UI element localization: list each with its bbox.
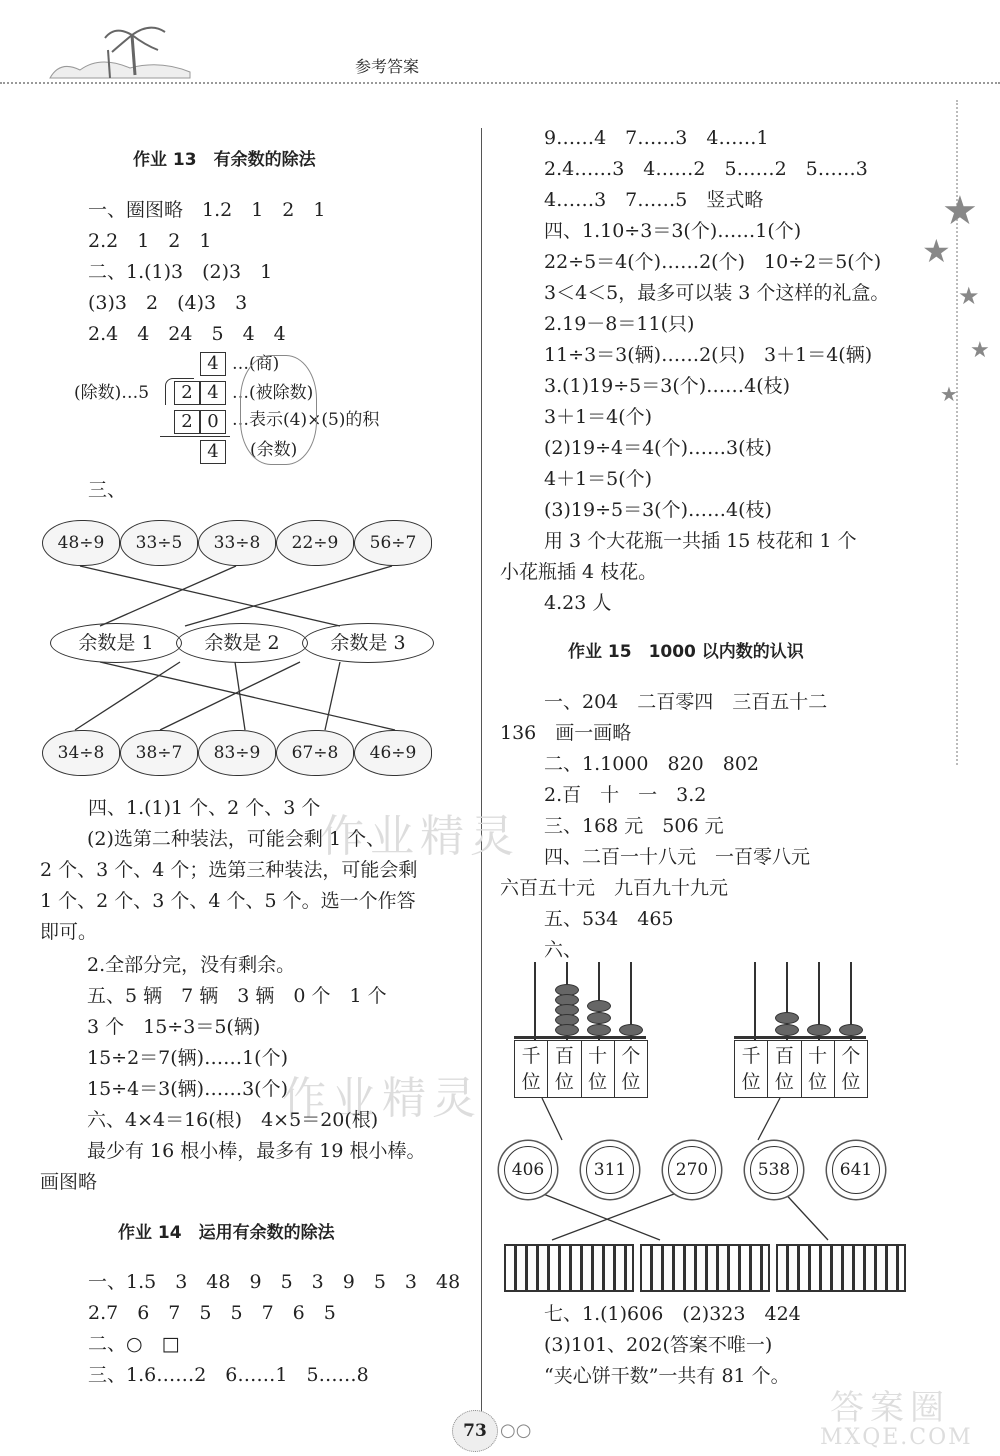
answer-line: 2.4……3 4……2 5……2 5……3: [544, 158, 868, 180]
answer-line: 用 3 个大花瓶一共插 15 枝花和 1 个: [544, 530, 857, 552]
answer-line: 四、二百一十八元 一百零八元: [544, 846, 811, 868]
bead: [775, 1024, 799, 1036]
star-icon: ★: [922, 232, 951, 270]
answer-line: 三、1.6……2 6……1 5……8: [88, 1364, 369, 1386]
answer-line: 一、204 二百零四 三百五十二: [544, 691, 828, 713]
remainder-oval: 余数是 3: [302, 623, 434, 663]
answer-line: 22÷5＝4(个)……2(个) 10÷2＝5(个): [544, 251, 882, 273]
number-flower: 406: [504, 1146, 552, 1194]
answer-line: 4……3 7……5 竖式略: [544, 189, 764, 211]
answer-line: 三、168 元 506 元: [544, 815, 724, 837]
star-icon: ★: [970, 338, 990, 363]
fish-card: 83÷9: [198, 730, 276, 776]
abacus-image: [640, 1244, 770, 1292]
bead: [619, 1024, 643, 1036]
number-flower: 270: [668, 1146, 716, 1194]
rod: [534, 962, 536, 1040]
answer-line: 1 个、2 个、3 个、4 个、5 个。选一个作答: [40, 890, 416, 912]
division-label: …(商): [232, 354, 280, 374]
fish-card: 46÷9: [354, 730, 432, 776]
place-label: 个位: [621, 1045, 641, 1093]
bead: [587, 1024, 611, 1036]
section-title-15: 作业 15 1000 以内数的认识: [568, 642, 804, 662]
fish-card: 33÷5: [120, 520, 198, 566]
answer-line: 2.百 十 一 3.2: [544, 784, 707, 806]
answer-line: 七、1.(1)606 (2)323 424: [544, 1303, 801, 1325]
place-label: 十位: [802, 1041, 835, 1097]
division-label: …(被除数): [232, 383, 314, 403]
bead: [807, 1024, 831, 1036]
answer-line: (3)19÷5＝3(个)……4(枝): [544, 499, 772, 521]
fish-card: 22÷9: [276, 520, 354, 566]
digit-box: 4: [200, 440, 226, 464]
answer-line: 一、圈图略 1.2 1 2 1: [88, 199, 326, 221]
answer-line: 六、: [544, 939, 583, 961]
number-flower: 538: [750, 1146, 798, 1194]
answer-line: (2)选第二种装法，可能会剩 1 个、: [68, 828, 386, 850]
fish-card: 38÷7: [120, 730, 198, 776]
abacus-image: [504, 1244, 634, 1292]
answer-line: 4＋1＝5(个): [544, 468, 653, 490]
fish-card: 33÷8: [198, 520, 276, 566]
answer-line: 小花瓶插 4 枝花。: [500, 561, 658, 583]
remainder-oval: 余数是 2: [176, 623, 308, 663]
star-icon: ★: [958, 282, 980, 310]
watermark: 作业精灵: [320, 811, 520, 862]
answer-line: 二、1.1000 820 802: [544, 753, 760, 775]
place-label: 百位: [548, 1041, 581, 1097]
answer-line: 11÷3＝3(辆)……2(只) 3＋1＝4(辆): [544, 344, 873, 366]
answer-line: 2.4 4 24 5 4 4: [88, 323, 286, 345]
digit-box: 2: [174, 381, 200, 405]
watermark: 作业精灵: [282, 1073, 482, 1124]
answer-line: 四、1.(1)1 个、2 个、3 个: [88, 797, 321, 819]
remainder-oval: 余数是 1: [50, 623, 182, 663]
bead: [587, 1012, 611, 1024]
answer-line: 六、4×4＝16(根) 4×5＝20(根): [68, 1109, 379, 1131]
fish-card: 34÷8: [42, 730, 120, 776]
bead: [839, 1024, 863, 1036]
header-title: 参考答案: [355, 57, 420, 76]
section-title-13: 作业 13 有余数的除法: [133, 150, 316, 170]
answer-line: (3)3 2 (4)3 3: [88, 292, 248, 314]
place-label: 千位: [515, 1041, 548, 1097]
fish-card: 67÷8: [276, 730, 354, 776]
answer-line: 3＜4＜5，最多可以装 3 个这样的礼盒。: [544, 282, 890, 304]
answer-line: 3＋1＝4(个): [544, 406, 653, 428]
bead: [587, 1000, 611, 1012]
frame-base: [734, 1036, 866, 1039]
answer-line: 136 画一画略: [500, 722, 632, 744]
answer-line: 最少有 16 根小棒，最多有 19 根小棒。: [68, 1140, 426, 1162]
page-dots-icon: ○○: [500, 1420, 532, 1441]
number-flower: 641: [832, 1146, 880, 1194]
answer-line: “夹心饼干数”一共有 81 个。: [544, 1365, 790, 1387]
answer-line: 二、○ □: [88, 1333, 180, 1355]
answer-line: 2.全部分完，没有剩余。: [68, 954, 296, 976]
division-label: (余数): [250, 440, 298, 460]
answer-line: 3.(1)19÷5＝3(个)……4(枝): [544, 375, 791, 397]
answer-line: 六百五十元 九百九十九元: [500, 877, 729, 899]
section-title-14: 作业 14 运用有余数的除法: [118, 1223, 335, 1243]
number-flower: 311: [586, 1146, 634, 1194]
digit-box: 4: [200, 352, 226, 376]
answer-line: 15÷4＝3(辆)……3(个): [68, 1078, 289, 1100]
answer-line: 2 个、3 个、4 个；选第三种装法，可能会剩: [40, 859, 418, 881]
answer-line: 4.23 人: [544, 592, 612, 614]
star-icon: ★: [940, 382, 958, 406]
watermark: 答案圈: [830, 1388, 950, 1428]
fish-card: 56÷7: [354, 520, 432, 566]
answer-line: 2.2 1 2 1: [88, 230, 212, 252]
page-number: 73: [452, 1410, 498, 1452]
answer-line: 一、1.5 3 48 9 5 3 9 5 3 48: [88, 1271, 461, 1293]
digit-box: 2: [174, 410, 200, 434]
answer-line: 15÷2＝7(辆)……1(个): [68, 1047, 289, 1069]
answer-line: (2)19÷4＝4(个)……3(枝): [544, 437, 772, 459]
place-label: 千位: [735, 1041, 768, 1097]
bead: [555, 1024, 579, 1036]
abacus-image: [776, 1244, 906, 1292]
matching-lines: [0, 0, 480, 800]
fish-card: 48÷9: [42, 520, 120, 566]
answer-line: 三、: [88, 479, 127, 501]
division-label: …表示(4)×(5)的积: [232, 410, 380, 430]
star-icon: ★: [942, 188, 978, 234]
answer-line: 五、5 辆 7 辆 3 辆 0 个 1 个: [68, 985, 387, 1007]
place-label: 十位: [582, 1041, 615, 1097]
answer-line: 9……4 7……3 4……1: [544, 127, 769, 149]
rod: [754, 962, 756, 1040]
place-label: 个位: [841, 1045, 861, 1093]
answer-line: 即可。: [40, 921, 98, 943]
answer-line: 五、534 465: [544, 908, 674, 930]
answer-line: 2.7 6 7 5 5 7 6 5: [88, 1302, 336, 1324]
answer-line: (3)101、202(答案不唯一): [544, 1334, 773, 1356]
answer-line: 3 个 15÷3＝5(辆): [68, 1016, 261, 1038]
digit-box: 0: [200, 410, 226, 434]
place-label: 百位: [768, 1041, 801, 1097]
answer-line: 二、1.(1)3 (2)3 1: [88, 261, 273, 283]
answer-line: 2.19－8＝11(只): [544, 313, 695, 335]
watermark: MXQE.COM: [820, 1425, 973, 1450]
frame-base: [514, 1036, 646, 1039]
bead: [775, 1012, 799, 1024]
answer-line: 画图略: [40, 1171, 98, 1193]
division-label: (除数)…5: [74, 383, 150, 403]
digit-box: 4: [200, 381, 226, 405]
answer-line: 四、1.10÷3＝3(个)……1(个): [544, 220, 802, 242]
